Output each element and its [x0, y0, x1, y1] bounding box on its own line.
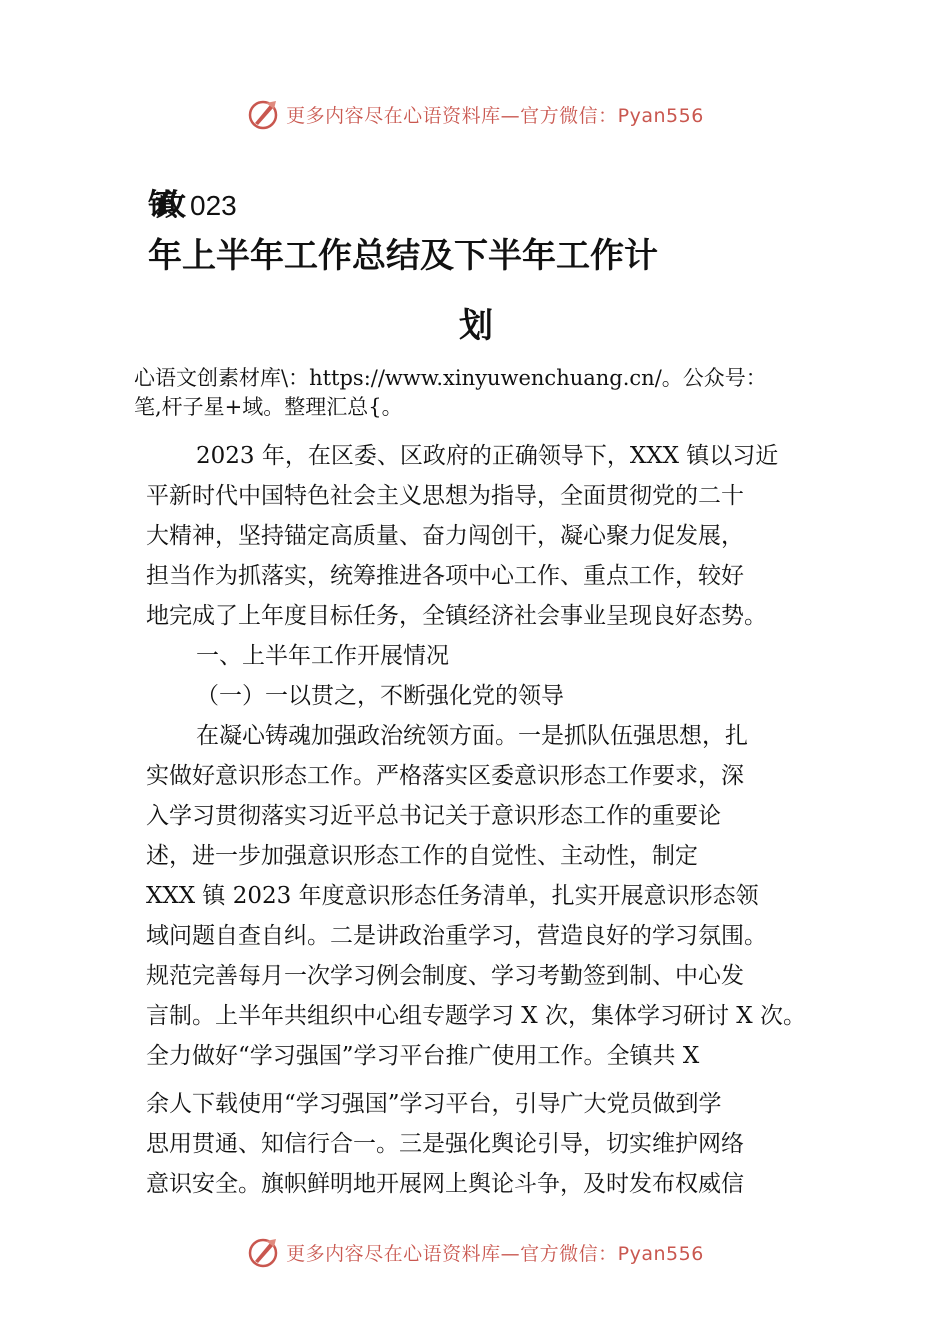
body-line: 平新时代中国特色社会主义思想为指导，全面贯彻党的二十 — [146, 483, 744, 509]
body-line: 意识安全。旗帜鲜明地开展网上舆论斗争，及时发布权威信 — [146, 1171, 744, 1197]
title-line-2: 年上半年工作总结及下半年工作计 — [148, 236, 658, 276]
source-line-2: 笔,杆子星+域。整理汇总{。 — [134, 395, 403, 419]
title-year: 023 — [190, 190, 237, 221]
body-line: 担当作为抓落实，统筹推进各项中心工作、重点工作，较好 — [146, 563, 744, 589]
pen-circle-logo-icon — [246, 1235, 280, 1269]
body-line: 实做好意识形态工作。严格落实区委意识形态工作要求，深 — [146, 763, 744, 789]
subsection-heading: （一）一以贯之，不断强化党的领导 — [196, 683, 564, 709]
body-line: 述，进一步加强意识形态工作的自觉性、主动性，制定 — [146, 843, 698, 869]
body-line: 思用贯通、知信行合一。三是强化舆论引导，切实维护网络 — [146, 1131, 744, 1157]
body-line: 规范完善每月一次学习例会制度、学习考勤签到制、中心发 — [146, 963, 744, 989]
body-line: 域问题自查自纠。二是讲政治重学习，营造良好的学习氛围。 — [146, 923, 767, 949]
watermark-text: 更多内容尽在心语资料库—官方微信：Pyan556 — [286, 1242, 704, 1265]
watermark-banner-top — [0, 94, 950, 134]
source-note — [134, 364, 854, 422]
body-line: 余人下载使用“学习强国”学习平台，引导广大党员做到学 — [146, 1091, 722, 1117]
pen-circle-logo-icon — [246, 97, 280, 131]
section-heading: 一、上半年工作开展情况 — [196, 643, 449, 669]
body-line: 言制。上半年共组织中心组专题学习 X 次，集体学习研讨 X 次。 — [146, 1003, 806, 1029]
body-line: 2023 年，在区委、区政府的正确领导下，XXX 镇以习近 — [196, 443, 779, 469]
body-line: 大精神，坚持锚定高质量、奋力闯创干，凝心聚力促发展， — [146, 523, 744, 549]
body-line: 全力做好“学习强国”学习平台推广使用工作。全镇共 X — [146, 1043, 700, 1069]
body-line: XXX 镇 2023 年度意识形态任务清单，扎实开展意识形态领 — [146, 883, 759, 909]
title-prefix: 镇政 — [148, 188, 164, 223]
body-line: 地完成了上年度目标任务，全镇经济社会事业呈现良好态势。 — [146, 603, 767, 629]
document-body — [146, 436, 846, 1204]
body-line: 在凝心铸魂加强政治统领方面。一是抓队伍强思想，扎 — [196, 723, 748, 749]
watermark-text: 更多内容尽在心语资料库—官方微信：Pyan556 — [286, 104, 704, 127]
watermark-banner-bottom — [0, 1232, 950, 1272]
body-line: 入学习贯彻落实习近平总书记关于意识形态工作的重要论 — [146, 803, 721, 829]
title-line-3: 划 — [459, 306, 493, 346]
source-line-1: 心语文创素材库\：https://www.xinyuwenchuang.cn/。公众号： — [134, 366, 767, 390]
document-title — [148, 186, 828, 352]
title-line-1 — [148, 186, 828, 226]
